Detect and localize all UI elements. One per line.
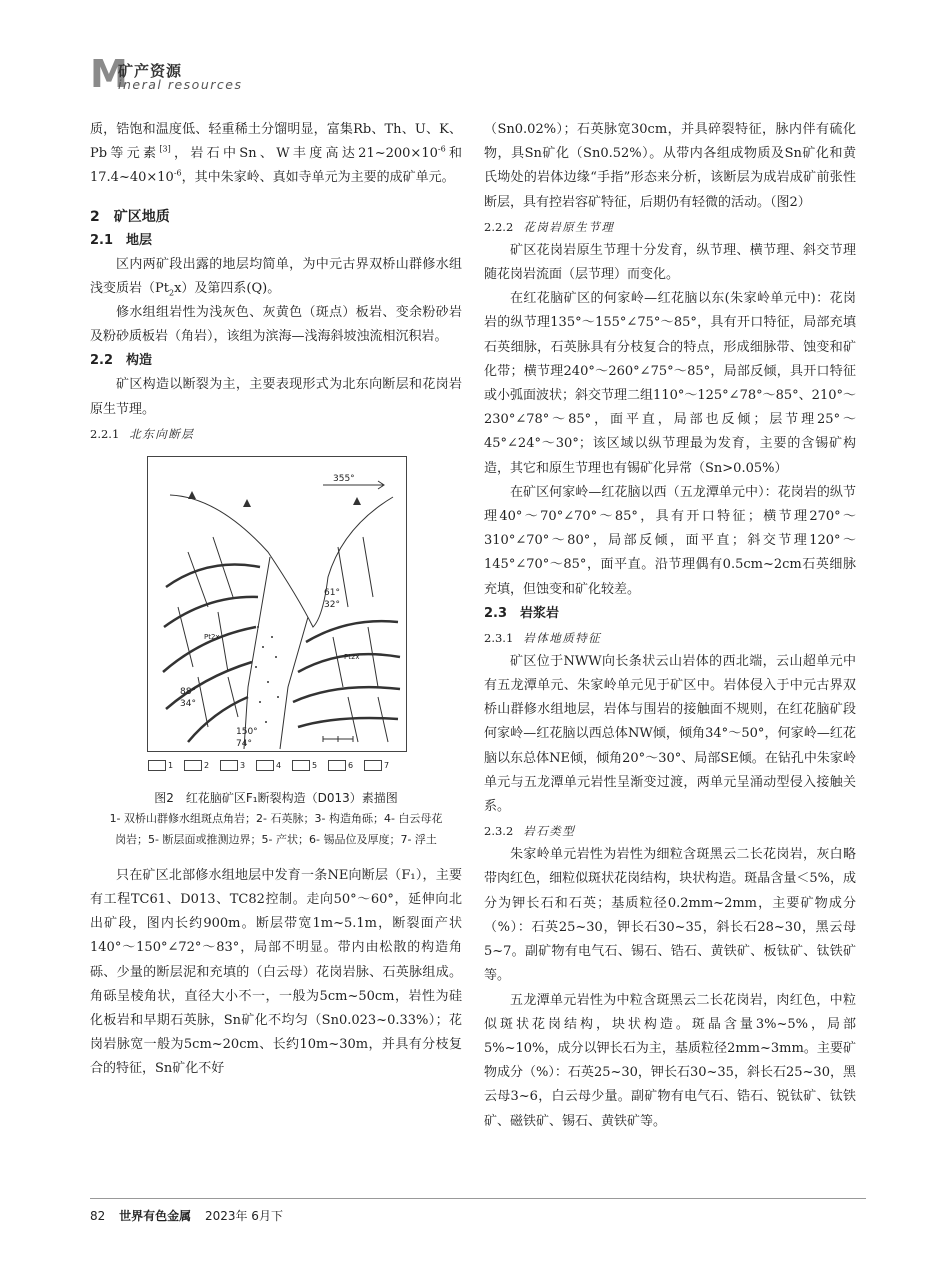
paragraph-joints-2: 在红花脑矿区的何家岭—红花脑以东(朱家岭单元中)：花岗岩的纵节理135°～155°∠75°～85°，具有开口特征，局部充填石英细脉，石英脉具有分枝复合的特点，形成细脉带、蚀变和矿化带；横节理240°～260°∠75°～85°，局部反倾，具开口特征或小弧面波状；斜交节理二组110°～125°∠78°～85°、210°～230°∠78°～85°，面平直，局部也反倾；层节理25°～45°∠24°～30°；该区域以纵节理最为发育，主要的含锡矿构造，其它和原生节理也有锡矿化异常（Sn>0.05%） <box>484 291 856 476</box>
svg-text:88°: 88° <box>180 686 196 697</box>
paragraph-strata-2: 修水组组岩性为浅灰色、灰黄色（斑点）板岩、变余粉砂岩及粉砂质板岩（角岩），该组为滨海—浅海斜坡浊流相沉积岩。 <box>90 305 462 345</box>
svg-text:74°: 74° <box>236 738 252 749</box>
legend-item: 3 <box>220 760 245 770</box>
legend-item: 6 <box>328 760 353 770</box>
subsection-heading-structure: 2.2 构造 <box>90 353 153 369</box>
citation-ref[interactable]: [3] <box>159 144 171 154</box>
section-heading-geology: 2 矿区地质 <box>90 208 170 225</box>
paragraph-fault-continued: （Sn0.02%）；石英脉宽30cm，并具碎裂特征，脉内伴有硫化物，具Sn矿化（Sn0.52%）。从带内各组成物质及Sn矿化和黄氏坳处的岩体边缘“手指”形态来分析，该断层为成岩成矿前张性断层，具有控岩容矿特征，后期仍有轻微的活动。（图2） <box>484 122 856 210</box>
logo-letter: M <box>90 52 128 96</box>
paragraph-structure: 矿区构造以断裂为主，主要表现形式为北东向断层和花岗岩原生节理。 <box>90 377 462 417</box>
north-label: 355° <box>333 473 355 484</box>
svg-text:Pt2x: Pt2x <box>204 632 220 641</box>
figure-legend <box>148 760 408 774</box>
paragraph-joints-1: 矿区花岗岩原生节理十分发育，纵节理、横节理、斜交节理随花岗岩流面（层节理）而变化。 <box>484 242 856 283</box>
left-column <box>90 118 462 1082</box>
paragraph-strata-1: 区内两矿段出露的地层均简单，为中元古界双桥山群修水组浅变质岩$(Pt_2x)$及第四系(Q)。 <box>90 256 462 298</box>
footer-divider <box>90 1198 866 1199</box>
figure-note-1: 1- 双桥山群修水组斑点角岩；2- 石英脉；3- 构造角砾；4- 白云母花 <box>109 811 443 825</box>
page-number: 82 <box>90 1209 106 1223</box>
subsection-heading-magma: 2.3 岩浆岩 <box>484 605 560 621</box>
legend-item: 1 <box>148 760 173 770</box>
page-footer <box>90 1207 283 1224</box>
subsubsection-heading-rock-body: 2.3.1 岩体地质特征 <box>484 630 602 645</box>
logo-chinese-title: 矿产资源 <box>118 62 183 80</box>
journal-logo <box>90 52 270 96</box>
svg-text:34°: 34° <box>180 698 196 709</box>
right-column <box>484 118 856 1134</box>
legend-item: 5 <box>292 760 317 770</box>
subsubsection-heading-rock-types: 2.3.2 岩石类型 <box>484 824 576 839</box>
issue-date: 2023年 6月下 <box>204 1209 283 1223</box>
subsubsection-heading-ne-fault: 2.2.1 北东向断层 <box>90 426 195 441</box>
legend-item: 7 <box>364 760 389 770</box>
legend-item: 2 <box>184 760 209 770</box>
paragraph-rock-body: 矿区位于NWW向长条状云山岩体的西北端，云山超单元中有五龙潭单元、朱家岭单元见于矿区中。岩体侵入于中元古界双桥山群修水组地层，岩体与围岩的接触面不规则，在红花脑矿段何家岭—红花脑以西总体NW倾，倾角34°～50°，何家岭—红花脑以东总体NE倾，倾角20°～30°、局部SE倾。在钻孔中朱家岭单元与五龙潭单元岩性呈渐变过渡，两单元呈涌动型侵入接触关系。 <box>484 653 856 815</box>
svg-text:Pt2x: Pt2x <box>344 652 360 661</box>
figure-2 <box>90 456 462 850</box>
svg-text:61°: 61° <box>324 587 340 598</box>
paragraph-joints-3: 在矿区何家岭—红花脑以西（五龙潭单元中）：花岗岩的纵节理40°～70°∠70°～85°，具有开口特征；横节理270°～310°∠70°～80°，局部反倾，面平直；斜交节理120°～145°∠70°～85°，面平直。沿节理偶有0.5cm~2cm石英细脉充填，但蚀变和矿化较差。 <box>484 484 856 597</box>
legend-item: 4 <box>256 760 281 770</box>
paragraph-rock-type-2: 五龙潭单元岩性为中粒含斑黑云二长花岗岩，肉红色，中粒似斑状花岗结构，块状构造。斑晶含量3%~5%，局部5%~10%，成分以钾长石为主，基质粒径2mm~3mm。主要矿物成分（%）：石英25~30，钾长石30~35，斜长石25~30，黑云母3~6，白云母少量。副矿物有电气石、锆石、锐钛矿、钛铁矿、磁铁矿、锡石、黄铁矿等。 <box>484 992 856 1129</box>
logo-english-title: ineral resources <box>118 77 243 92</box>
subsection-heading-strata: 2.1 地层 <box>90 232 153 248</box>
paragraph-rock-type-1: 朱家岭单元岩性为岩性为细粒含斑黑云二长花岗岩，灰白略带肉红色，细粒似斑状花岗结构，块状构造。斑晶含量＜5%，成分为钾长石和石英；基质粒径0.2mm~2mm，主要矿物成分（%）：石英25~30，钾长石30~35，斜长石28~30，黑云母5~7。副矿物有电气石、锡石、锆石、黄铁矿、板钛矿、钛铁矿等。 <box>484 847 856 984</box>
svg-text:32°: 32° <box>324 599 340 610</box>
subsubsection-heading-joints: 2.2.2 花岗岩原生节理 <box>484 219 615 234</box>
paragraph-fault: 只在矿区北部修水组地层中发育一条NE向断层（F₁），主要有工程TC61、D013、TC82控制。走向50°～60°，延伸向北出矿段，图内长约900m。断层带宽1m~5.1m，断裂面产状140°～150°∠72°～83°，局部不明显。带内由松散的构造角砾、少量的断层泥和充填的（白云母）花岗岩脉、石英脉组成。角砾呈棱角状，直径大小不一，一般为5cm~50cm，岩性为硅化板岩和早期石英脉，Sn矿化不均匀（Sn0.023~0.33%）；花岗岩脉宽一般为5cm~20cm、长约10m~30m，并具有分枝复合的特征，Sn矿化不好 <box>90 867 462 1077</box>
figure-note-2: 岗岩；5- 断层面或推测边界；5- 产状；6- 锡品位及厚度；7- 浮土 <box>115 832 437 846</box>
journal-name: 世界有色金属 <box>119 1209 192 1223</box>
fault-sketch <box>147 456 407 752</box>
svg-text:150°: 150° <box>236 726 258 737</box>
figure-caption: 图2 红花脑矿区F₁断裂构造（D013）素描图 <box>154 790 398 805</box>
paragraph-continued: 质，锆饱和温度低、轻重稀土分馏明显，富集Rb、Th、U、K、Pb等元素[3]，岩石中Sn、W丰度高达$21\sim 200\times 10^{-6}$和$17.4\sim 40\times 10^{-6}$，其中朱家岭、真如寺单元为主要的成矿单元。 <box>90 122 462 186</box>
